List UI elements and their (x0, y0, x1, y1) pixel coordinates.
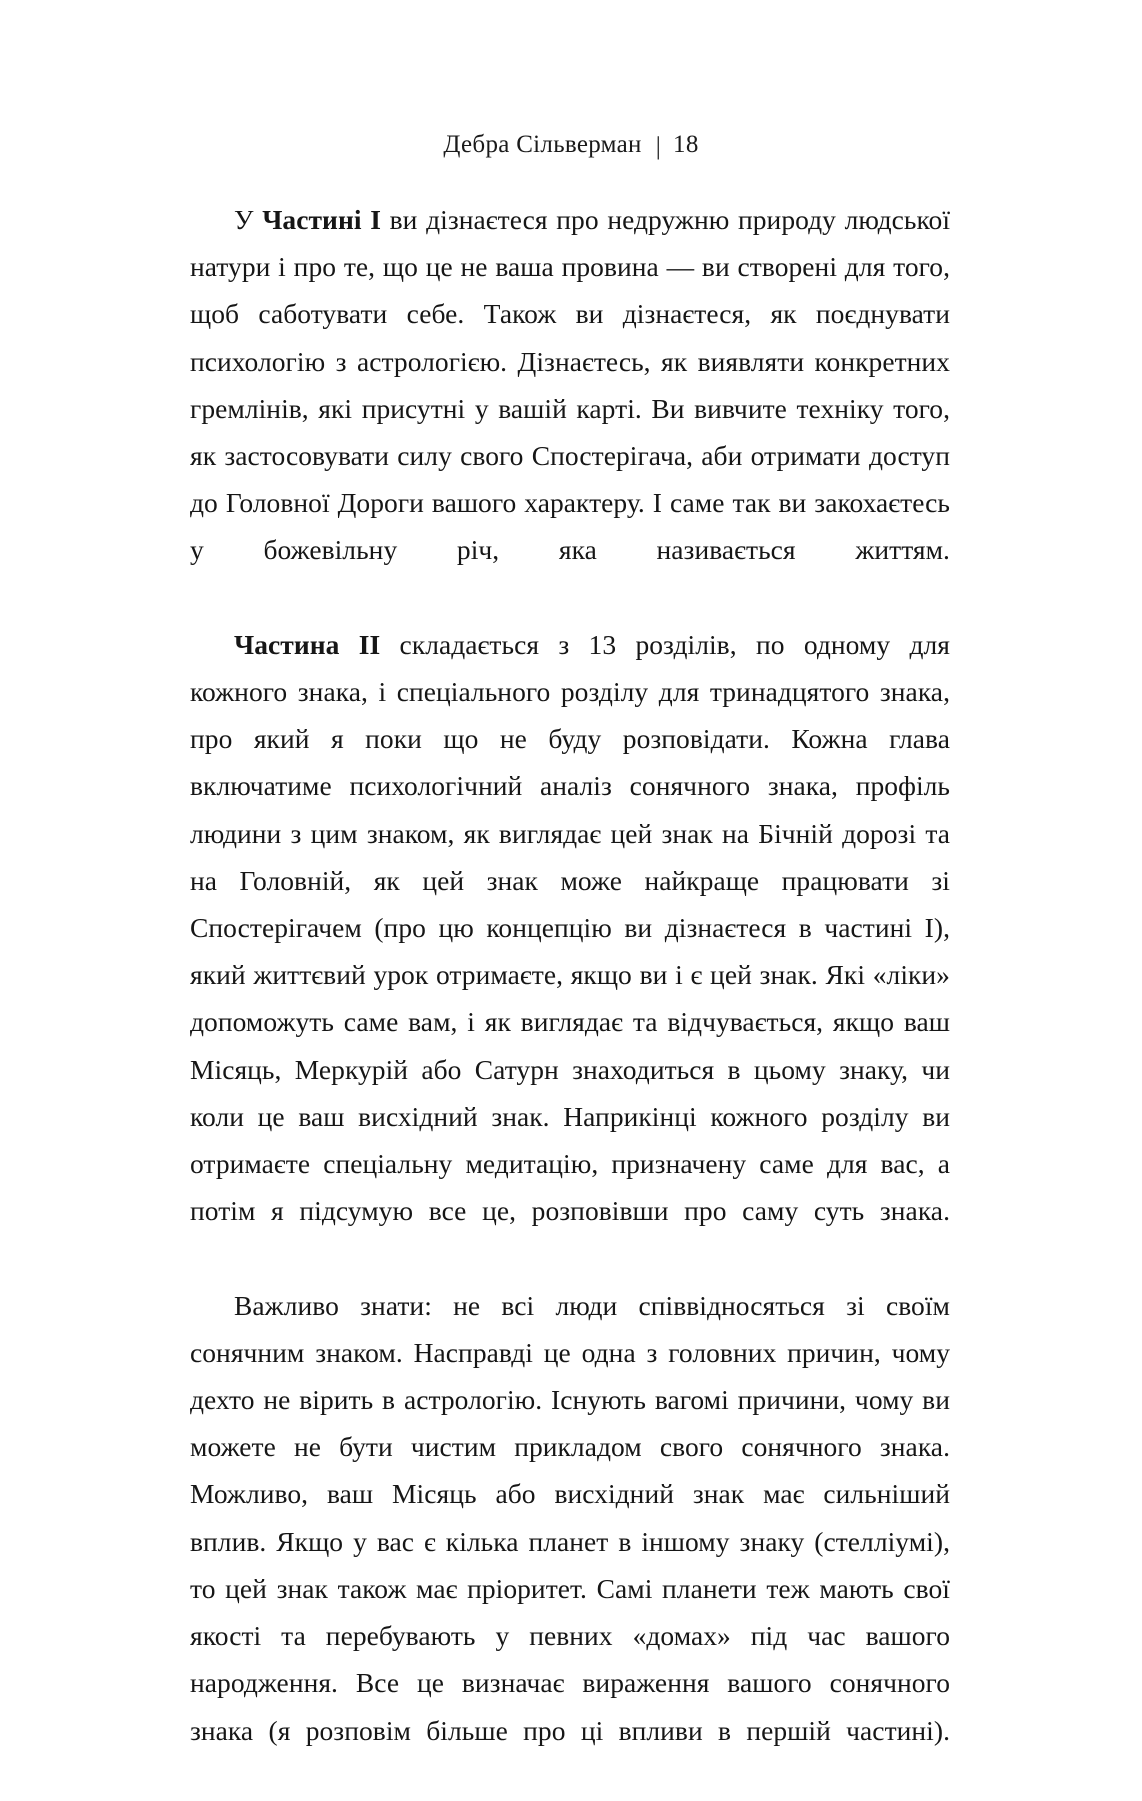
paragraph-1 (190, 196, 950, 621)
paragraph-2-text: складається з 13 розділів, по одному для кожного знака, і спеціального розділу для тринадцятого знака, про який я поки що не буду розповідати. Кожна глава включатиме психологічний аналіз сонячного знака, профіль людини з цим знаком, як виглядає цей знак на Бічній дорозі та на Головній, як цей знак може найкраще працювати зі Спостерігачем (про цю концепцію ви дізнаєтеся в частині I), який життєвий урок отримаєте, якщо ви і є цей знак. Які «ліки» допоможуть саме вам, і як виглядає та відчувається, якщо ваш Місяць, Меркурій або Сатурн знаходиться в цьому знаку, чи коли це ваш висхідний знак. Наприкінці кожного розділу ви отримаєте спеціальну медитацію, призначену саме для вас, а потім я підсумую все це, розповівши про саму суть знака. (190, 628, 950, 1227)
page-number: 18 (673, 131, 699, 158)
paragraph-1-lead-plain: У (234, 204, 263, 235)
paragraph-3 (190, 1282, 950, 1801)
paragraph-2-lead-bold: Частина II (234, 628, 381, 660)
header-author-name: Дебра Сільверман (443, 131, 642, 158)
paragraph-1-lead-bold: Частині I (262, 204, 381, 235)
paragraph-3-text: Важливо знати: не всі люди співвідносяться зі своїм сонячним знаком. Насправді це одна з головних причин, чому дехто не вірить в астрологію. Існують вагомі причини, чому ви можете не бути чистим прикладом свого сонячного знака. Можливо, ваш Місяць або висхідний знак має сильніший вплив. Якщо у вас є кілька планет в іншому знаку (стелліумі), то цей знак також має пріоритет. Самі планети теж мають свої якості та перебувають у певних «домах» під час вашого народження. Все це визначає вираження вашого сонячного знака (я розповім більше про ці впливи в першій частині). (190, 1289, 950, 1746)
header-separator: | (655, 133, 662, 160)
body-text-block (190, 196, 950, 1801)
paragraph-2 (190, 621, 950, 1282)
running-header (0, 128, 1142, 162)
paragraph-1-text: ви дізнаєтеся про недружню природу людської натури і про те, що це не ваша провина — ви створені для того, щоб саботувати себе. Також ви дізнаєтеся, як поєднувати психологію з астрологією. Дізнаєтесь, як виявляти конкретних гремлінів, які присутні у вашій карті. Ви вивчите техніку того, як застосовувати силу свого Спостерігача, аби отримати доступ до Головної Дороги вашого характеру. І саме так ви закохаєтесь у божевільну річ, яка називається життям. (190, 204, 951, 566)
